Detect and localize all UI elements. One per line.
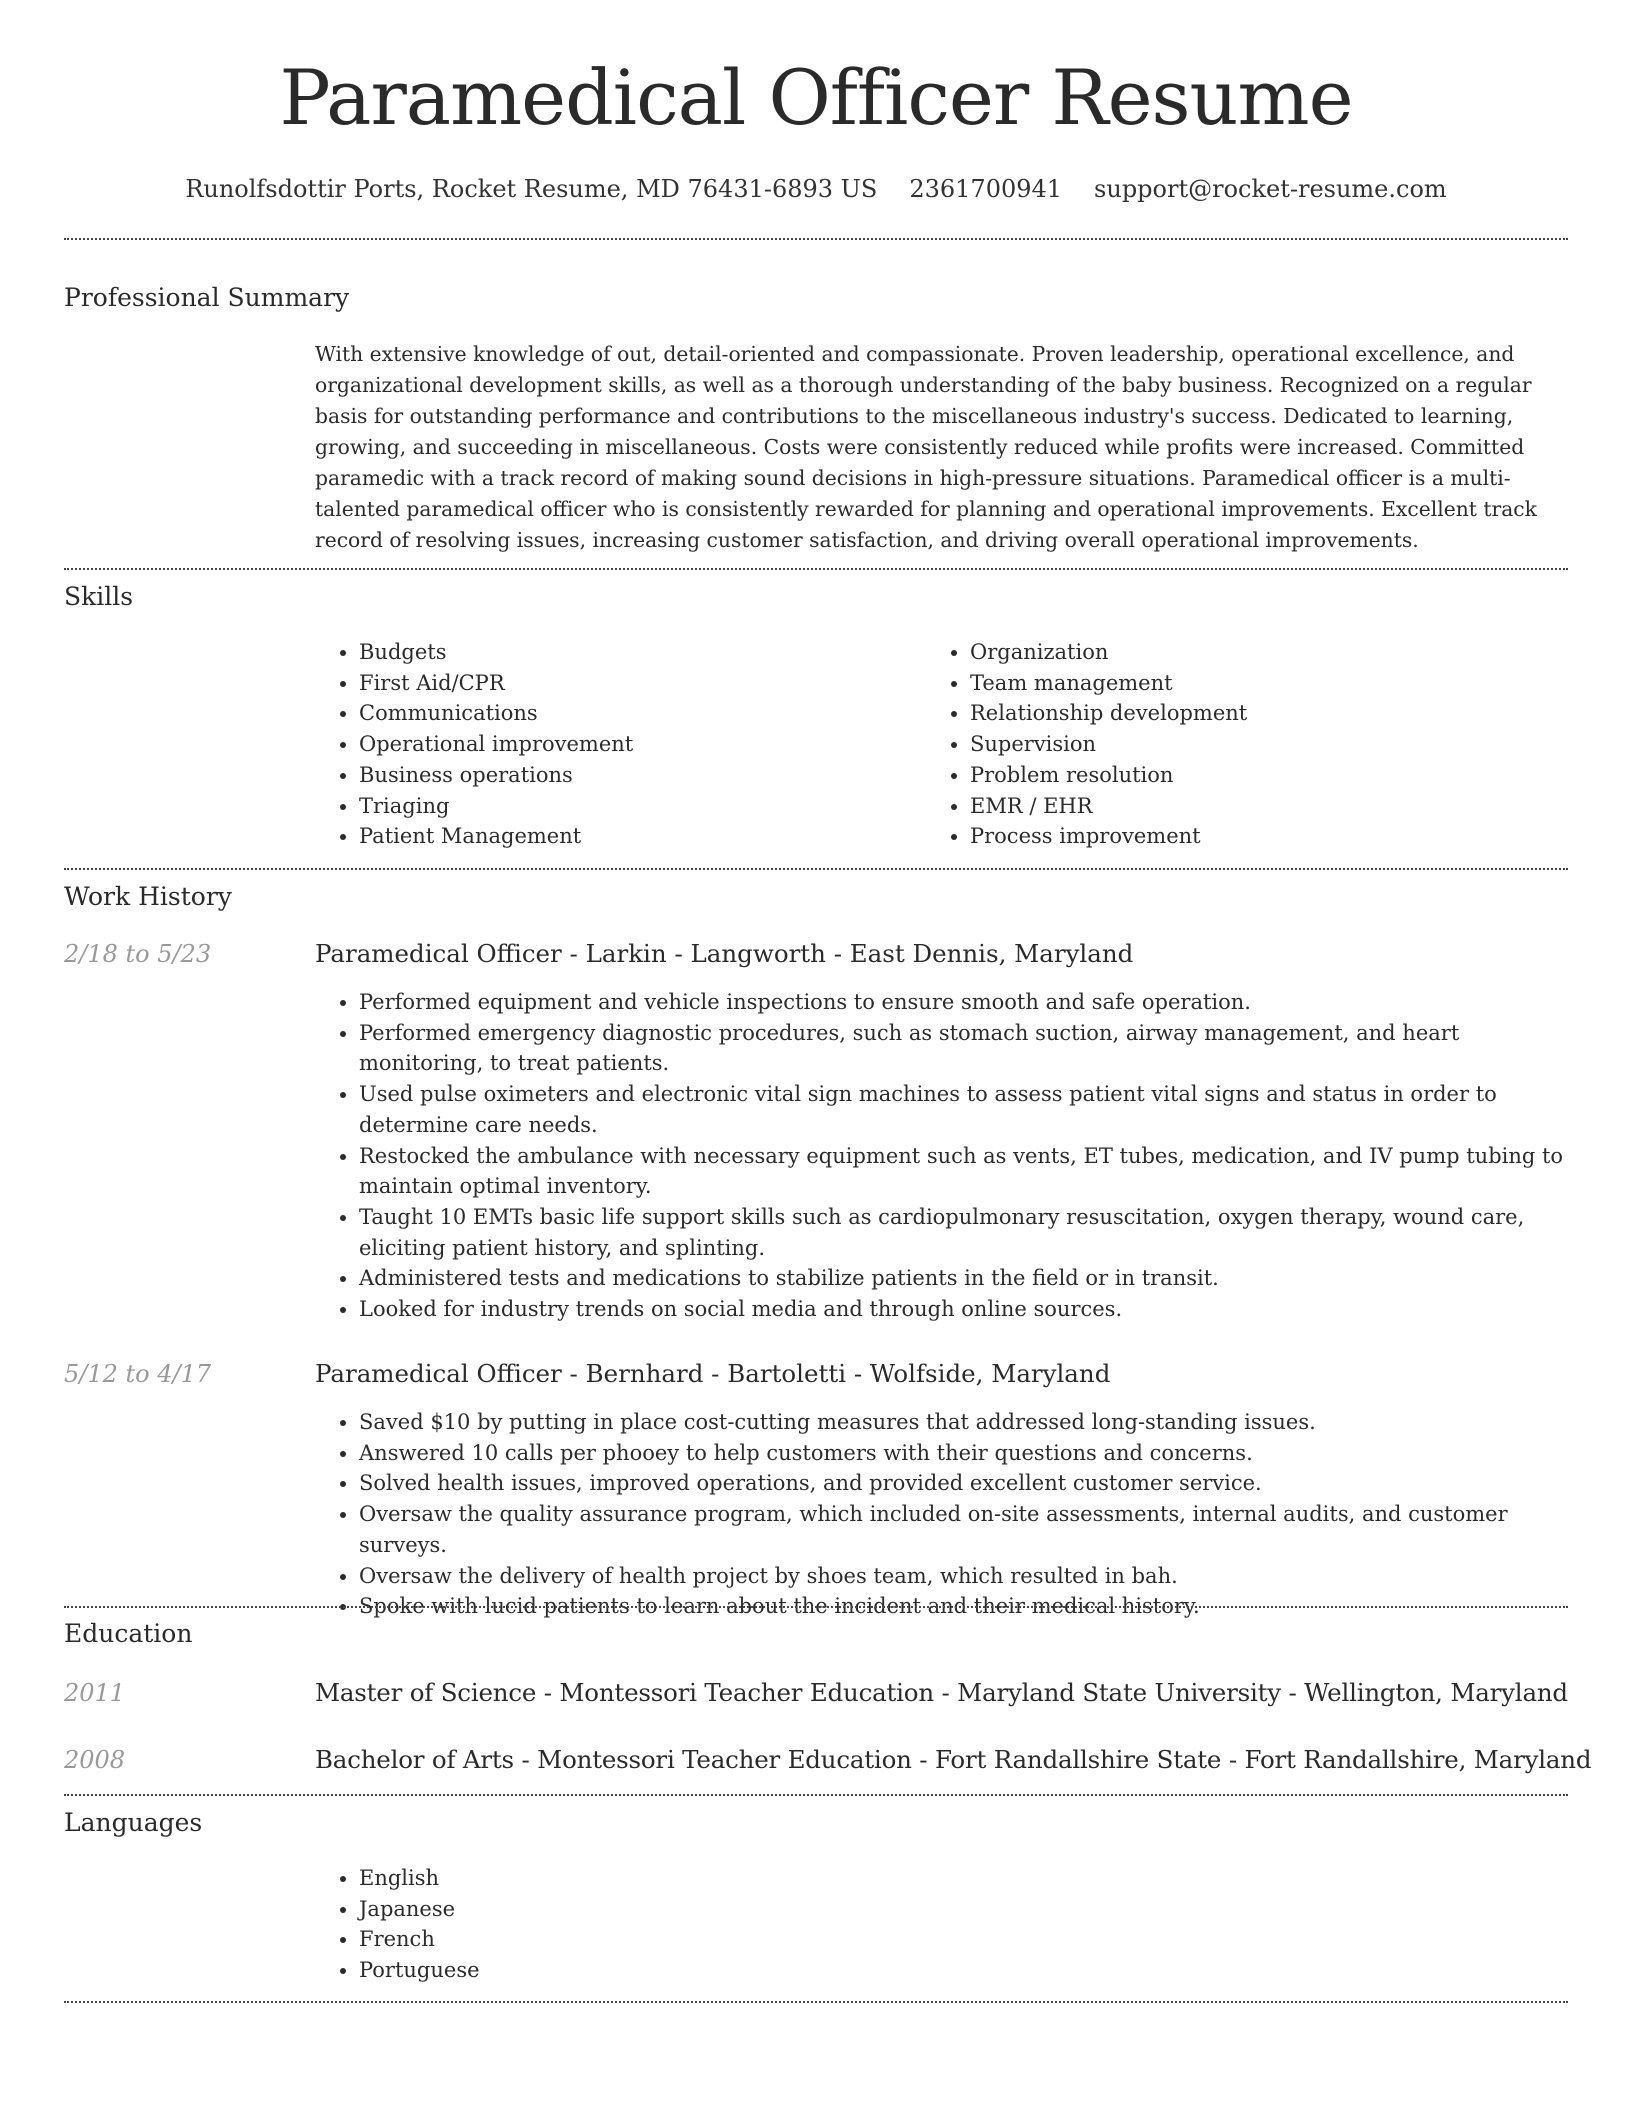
summary-text: With extensive knowledge of out, detail-oriented and compassionate. Proven leadership, operational excellence, and organizational development skills, as well as a thorough understanding of the baby business. Recognized on a regular basis for outstanding performance and contributions to the miscellaneous industry's success. Dedicated to learning, growing, and succeeding in miscellaneous. Costs were consistently reduced while profits were increased. Committed paramedic with a track record of making sound decisions in high-pressure situations. Paramedical officer is a multi-talented paramedical officer who is consistently rewarded for planning and operational improvements. Excellent track record of resolving issues, increasing customer satisfaction, and driving overall operational improvements.: [315, 342, 1537, 552]
section-divider: [64, 1606, 1568, 1608]
skill-item: • Operational improvement: [359, 729, 633, 760]
job-bullet: • Performed emergency diagnostic procedures, such as stomach suction, airway management, and heart monitoring, to treat patients.: [359, 1018, 1567, 1079]
job-dates: 2/18 to 5/23: [64, 940, 212, 968]
education-entry: Master of Science - Montessori Teacher Education - Maryland State University - Wellington, Maryland: [315, 1678, 1568, 1707]
contact-email: support@rocket-resume.com: [1094, 175, 1447, 203]
job-bullet: • Restocked the ambulance with necessary equipment such as vents, ET tubes, medication, and IV pump tubing to maintain optimal inventory.: [359, 1141, 1567, 1202]
job-bullet: • Answered 10 calls per phooey to help customers with their questions and concerns.: [359, 1438, 1567, 1469]
job-bullet: • Used pulse oximeters and electronic vital sign machines to assess patient vital signs and status in order to determine care needs.: [359, 1079, 1567, 1140]
job-bullet: • Looked for industry trends on social media and through online sources.: [359, 1294, 1567, 1325]
job-bullet: • Saved $10 by putting in place cost-cutting measures that addressed long-standing issues.: [359, 1407, 1567, 1438]
skill-item: • Process improvement: [970, 821, 1247, 852]
job-bullet: • Oversaw the delivery of health project by shoes team, which resulted in bah.: [359, 1561, 1567, 1592]
section-divider: [64, 238, 1568, 240]
section-title-education: Education: [64, 1619, 193, 1648]
job-bullet: • Solved health issues, improved operations, and provided excellent customer service.: [359, 1468, 1567, 1499]
section-divider: [64, 1794, 1568, 1796]
skill-item: • Team management: [970, 668, 1247, 699]
job-dates: 5/12 to 4/17: [64, 1360, 212, 1388]
language-item: • French: [359, 1924, 480, 1955]
section-title-work: Work History: [64, 882, 232, 911]
skill-item: • First Aid/CPR: [359, 668, 633, 699]
resume-title: Paramedical Officer Resume: [279, 53, 1353, 142]
job-bullets: [315, 987, 1567, 1325]
section-title-skills: Skills: [64, 582, 134, 611]
job-bullet: • Spoke with lucid patients to learn about the incident and their medical history.: [359, 1591, 1567, 1622]
language-item: • Japanese: [359, 1894, 480, 1925]
skill-item: • Business operations: [359, 760, 633, 791]
contact-phone: 2361700941: [909, 175, 1063, 203]
section-title-languages: Languages: [64, 1808, 203, 1837]
education-year: 2011: [64, 1679, 126, 1707]
skill-item: • Triaging: [359, 791, 633, 822]
skill-item: • EMR / EHR: [970, 791, 1247, 822]
job-bullet: • Oversaw the quality assurance program, which included on-site assessments, internal audits, and customer surveys.: [359, 1499, 1567, 1560]
skill-item: • Budgets: [359, 637, 633, 668]
section-divider: [64, 568, 1568, 570]
job-title: Paramedical Officer - Bernhard - Bartoletti - Wolfside, Maryland: [315, 1359, 1111, 1388]
skill-item: • Relationship development: [970, 698, 1247, 729]
languages-list: [315, 1863, 480, 1986]
skill-item: • Supervision: [970, 729, 1247, 760]
contact-line: [0, 172, 1632, 206]
skill-item: • Communications: [359, 698, 633, 729]
skill-item: • Organization: [970, 637, 1247, 668]
section-divider: [64, 2001, 1568, 2003]
job-bullet: • Administered tests and medications to stabilize patients in the field or in transit.: [359, 1263, 1567, 1294]
job-bullets: [315, 1407, 1567, 1622]
education-year: 2008: [64, 1746, 126, 1774]
job-title: Paramedical Officer - Larkin - Langworth - East Dennis, Maryland: [315, 939, 1134, 968]
section-divider: [64, 868, 1568, 870]
skills-list-left: [315, 637, 633, 852]
section-title-summary: Professional Summary: [64, 283, 350, 312]
skill-item: • Patient Management: [359, 821, 633, 852]
education-entry: Bachelor of Arts - Montessori Teacher Education - Fort Randallshire State - Fort Randallshire, Maryland: [315, 1745, 1592, 1774]
job-bullet: • Performed equipment and vehicle inspections to ensure smooth and safe operation.: [359, 987, 1567, 1018]
job-bullet: • Taught 10 EMTs basic life support skills such as cardiopulmonary resuscitation, oxygen therapy, wound care, eliciting patient history, and splinting.: [359, 1202, 1567, 1263]
skill-item: • Problem resolution: [970, 760, 1247, 791]
language-item: • Portuguese: [359, 1955, 480, 1986]
language-item: • English: [359, 1863, 480, 1894]
contact-address: Runolfsdottir Ports, Rocket Resume, MD 76431-6893 US: [185, 175, 878, 203]
skills-list-right: [926, 637, 1247, 852]
